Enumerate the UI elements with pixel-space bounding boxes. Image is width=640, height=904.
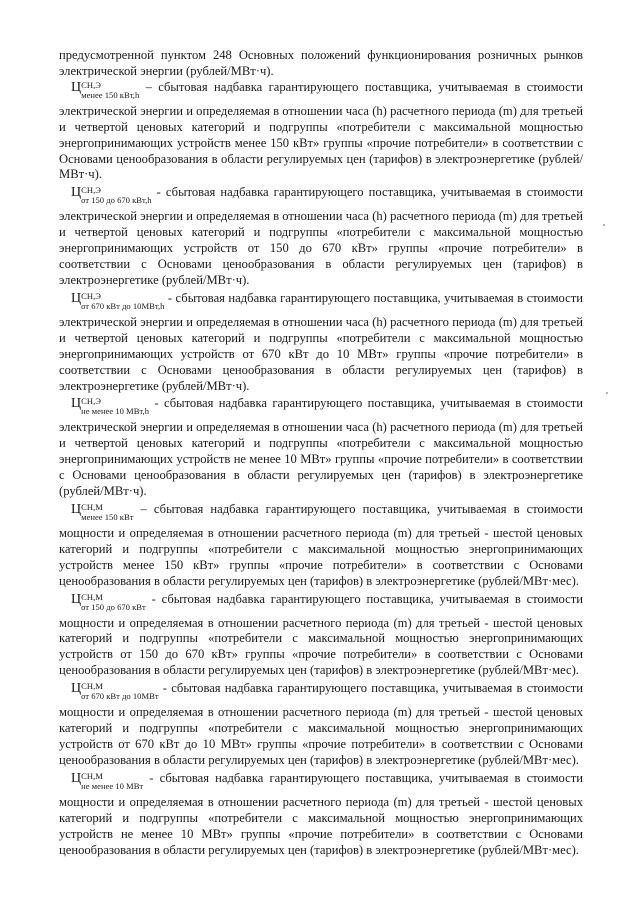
definition-energy-over-10mw — [59, 396, 583, 500]
definition-text: - сбытовая надбавка гарантирующего поставщика, учитываемая в стоимости электрической энергии и определяемая в отношении часа (h) расчетного периода (m) для третьей и четвертой ценовых категорий и подгруппы «потребители с максимальной мощностью энергопринимающих устройств от 150 до 670 кВт» группы «прочие потребители» в соответствии с Основами ценообразования в области регулируемых цен (тарифов) в электроэнергетике (рублей/МВт·ч). — [59, 185, 583, 287]
definition-energy-under-150kw — [59, 80, 583, 184]
definition-energy-150-670kw — [59, 185, 583, 289]
definition-energy-670kw-10mw — [59, 291, 583, 395]
definition-power-over-10mw — [59, 771, 583, 859]
scan-speck — [603, 224, 605, 226]
definition-power-150-670kw — [59, 592, 583, 680]
formula-symbol: Ц СН,Э от 670 кВт до 10МВт,h — [71, 290, 165, 311]
intro-line-1: предусмотренной пунктом 248 Основных положений функционирования розничных — [59, 48, 537, 62]
definition-text: – сбытовая надбавка гарантирующего поставщика, учитываемая в стоимости мощности и определяемая в отношении расчетного периода (m) для третьей - шестой ценовых категорий и подгруппы «потребители с максимальной мощностью энергопринимающих устройств менее 150 кВт» группы «прочие потребители» в соответствии с Основами ценообразования в области регулируемых цен (тарифов) в электроэнергетике (рублей/МВт·мес). — [59, 501, 583, 588]
definition-text: - сбытовая надбавка гарантирующего поставщика, учитываемая в стоимости электрической энергии и определяемая в отношении часа (h) расчетного периода (m) для третьей и четвертой ценовых категорий и подгруппы «потребители с максимальной мощностью энергопринимающих устройств не менее 10 МВт» группы «прочие потребители» в соответствии с Основами ценообразования в области регулируемых цен (тарифов) в электроэнергетике (рублей/МВт·ч). — [59, 396, 583, 499]
formula-symbol: Ц СН,М не менее 10 МВт — [71, 770, 144, 791]
definition-text: – сбытовая надбавка гарантирующего поставщика, учитываемая в стоимости электрической энергии и определяемая в отношении часа (h) расчетного периода (m) для третьей и четвертой ценовых категорий и подгруппы «потребители с максимальной мощностью энергопринимающих устройств менее 150 кВт» группы «прочие потребители» в соответствии с Основами ценообразования в области регулируемых цен (тарифов) в электроэнергетике (рублей/МВт·ч). — [59, 79, 583, 182]
formula-symbol: Ц СН,Э менее 150 кВт,h — [71, 79, 140, 100]
definition-power-under-150kw — [59, 502, 583, 590]
definition-text: - сбытовая надбавка гарантирующего поставщика, учитываемая в стоимости мощности и определяемая в отношении расчетного периода (m) для третьей - шестой ценовых категорий и подгруппы «потребители с максимальной мощностью энергопринимающих устройств не менее 10 МВт» группы «прочие потребители» в соответствии с Основами ценообразования в области регулируемых цен (тарифов) в электроэнергетике (рублей/МВт·мес). — [59, 770, 583, 857]
definition-power-670kw-10mw — [59, 681, 583, 769]
intro-line-2: рынков электрической энергии (рублей/МВт·ч). — [59, 48, 583, 78]
formula-symbol: Ц СН,М от 150 до 670 кВт — [71, 591, 146, 612]
definition-text: - сбытовая надбавка гарантирующего поставщика, учитываемая в стоимости мощности и определяемая в отношении расчетного периода (m) для третьей - шестой ценовых категорий и подгруппы «потребители с максимальной мощностью энергопринимающих устройств от 150 до 670 кВт» группы «прочие потребители» в соответствии с Основами ценообразования в области регулируемых цен (тарифов) в электроэнергетике (рублей/МВт·мес). — [59, 591, 583, 678]
formula-symbol: Ц СН,М менее 150 кВт — [71, 501, 134, 522]
formula-symbol: Ц СН,Э не менее 10 МВт,h — [71, 396, 149, 417]
formula-symbol: Ц СН,М от 670 кВт до 10МВт — [71, 681, 159, 702]
document-body — [59, 48, 583, 858]
definition-text: - сбытовая надбавка гарантирующего поставщика, учитываемая в стоимости мощности и определяемая в отношении расчетного периода (m) для третьей - шестой ценовых категорий и подгруппы «потребители с максимальной мощностью энергопринимающих устройств от 670 кВт до 10 МВт» группы «прочие потребители» в соответствии с Основами ценообразования в области регулируемых цен (тарифов) в электроэнергетике (рублей/МВт·мес). — [59, 681, 583, 767]
formula-symbol: Ц СН,Э от 150 до 670 кВт,h — [71, 185, 152, 206]
intro-paragraph — [59, 48, 583, 80]
definition-text: - сбытовая надбавка гарантирующего поставщика, учитываемая в стоимости электрической энергии и определяемая в отношении часа (h) расчетного периода (m) для третьей и четвертой ценовых категорий и подгруппы «потребители с максимальной мощностью энергопринимающих устройств от 670 кВт до 10 МВт» группы «прочие потребители» в соответствии с Основами ценообразования в области регулируемых цен (тарифов) в электроэнергетике (рублей/МВт·ч). — [59, 290, 583, 393]
scan-speck — [606, 392, 608, 394]
